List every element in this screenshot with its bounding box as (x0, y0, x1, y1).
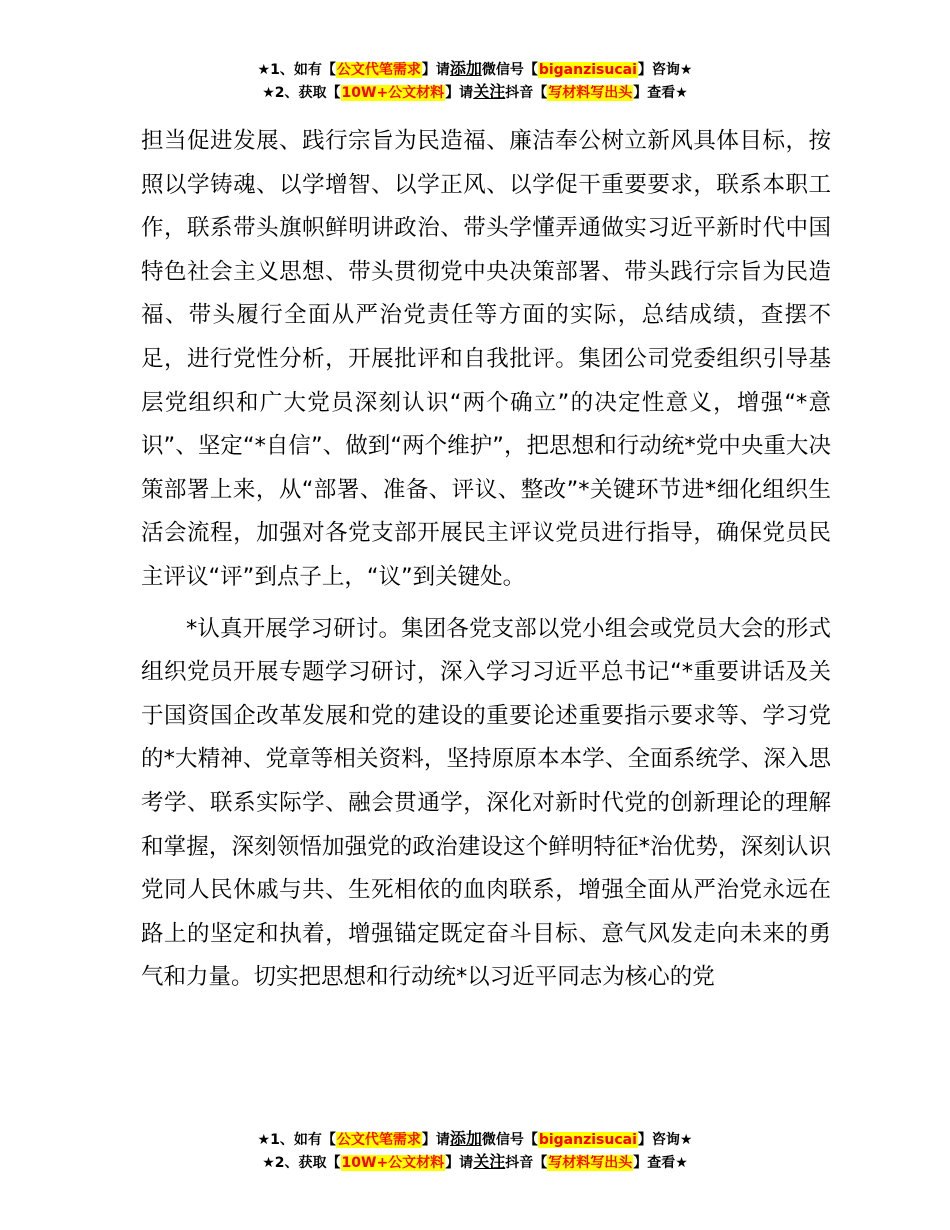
footer-line-2-highlight-materials: 10W+公文材料 (341, 1155, 445, 1171)
header-line-1-highlight-wechat-id: biganzisucai (538, 62, 637, 78)
footer-line-2-highlight-douyin: 写材料写出头 (548, 1155, 633, 1171)
footer-line-1 (0, 1128, 950, 1151)
header-line-1 (0, 58, 950, 81)
body-paragraph-1: 担当促进发展、践行宗旨为民造福、廉洁奉公树立新风具体目标，按照以学铸魂、以学增智、以学正风、以学促干重要要求，联系本职工作，联系带头旗帜鲜明讲政治、带头学懂弄通做实习近平新时代中国特色社会主义思想、带头贯彻党中央决策部署、带头践行宗旨为民造福、带头履行全面从严治党责任等方面的实际，总结成绩，查摆不足，进行党性分析，开展批评和自我批评。集团公司党委组织引导基层党组织和广大党员深刻认识“两个确立”的决定性意义，增强“*意识”、坚定“*自信”、做到“两个维护”，把思想和行动统*党中央重大决策部署上来，从“部署、准备、评议、整改”*关键环节进*细化组织生活会流程，加强对各党支部开展民主评议党员进行指导，确保党员民主评议“评”到点子上，“议”到关键处。 (141, 128, 831, 590)
header-line-2-text-2: 抖音【 (505, 85, 548, 101)
footer-line-1-suffix: 】咨询★ (637, 1132, 693, 1148)
footer-line-1-prefix: ★1、如有【 (257, 1132, 336, 1148)
footer-line-2-text-2: 抖音【 (505, 1155, 548, 1171)
document-body (141, 120, 831, 1000)
footer-line-1-highlight-service: 公文代笔需求 (336, 1132, 421, 1148)
header-line-2-prefix: ★2、获取【 (262, 85, 341, 101)
footer-line-2-suffix: 】查看★ (633, 1155, 688, 1171)
header-banner (0, 58, 950, 104)
header-line-2-highlight-douyin: 写材料写出头 (548, 85, 633, 101)
footer-line-2-text: 】请 (445, 1155, 474, 1171)
footer-line-2 (0, 1151, 950, 1174)
header-line-2-highlight-materials: 10W+公文材料 (341, 85, 445, 101)
header-line-1-suffix: 】咨询★ (637, 62, 693, 78)
header-line-1-text: 】请 (421, 62, 450, 78)
header-line-1-highlight-service: 公文代笔需求 (336, 62, 421, 78)
header-line-2-text: 】请 (445, 85, 474, 101)
footer-line-2-emphasis: 关注 (473, 1152, 506, 1171)
header-line-2-emphasis: 关注 (473, 82, 506, 101)
footer-line-1-text-2: 微信号【 (481, 1132, 538, 1148)
footer-line-1-emphasis: 添加 (449, 1129, 482, 1148)
header-line-1-emphasis: 添加 (449, 59, 482, 78)
body-paragraph-2: *认真开展学习研讨。集团各党支部以党小组会或党员大会的形式组织党员开展专题学习研讨，深入学习习近平总书记“*重要讲话及关于国资国企改革发展和党的建设的重要论述重要指示要求等、学习党的*大精神、党章等相关资料，坚持原原本本学、全面系统学、深入思考学、联系实际学、融会贯通学，深化对新时代党的创新理论的理解和掌握，深刻领悟加强党的政治建设这个鲜明特征*治优势，深刻认识党同人民休戚与共、生死相依的血肉联系，增强全面从严治党永远在路上的坚定和执着，增强锚定既定奋斗目标、意气风发走向未来的勇气和力量。切实把思想和行动统*以习近平同志为核心的党 (141, 615, 831, 991)
header-line-2-suffix: 】查看★ (633, 85, 688, 101)
header-line-1-prefix: ★1、如有【 (257, 62, 336, 78)
header-line-1-text-2: 微信号【 (481, 62, 538, 78)
footer-line-1-highlight-wechat-id: biganzisucai (538, 1132, 637, 1148)
footer-banner (0, 1128, 950, 1174)
footer-line-1-text: 】请 (421, 1132, 450, 1148)
header-line-2 (0, 81, 950, 104)
footer-line-2-prefix: ★2、获取【 (262, 1155, 341, 1171)
